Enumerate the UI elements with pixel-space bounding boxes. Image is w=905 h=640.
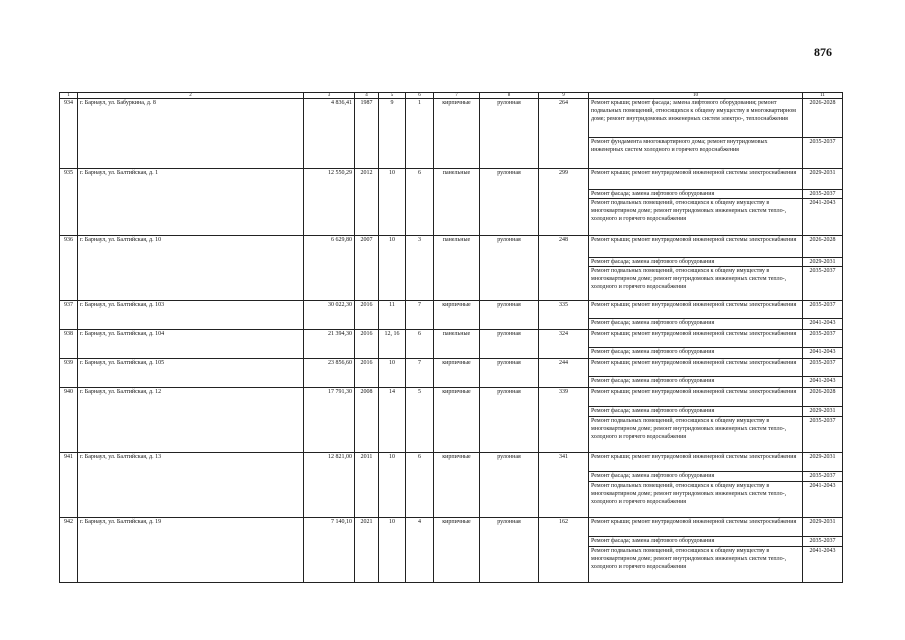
address: г. Барнаул, ул. Балтийская, д. 103 — [78, 301, 304, 330]
repair-work-description: Ремонт подвальных помещений, относящихся к общему имуществу в многоквартирном доме; ремонт внутридомовых инженерных систем тепло-, холодного и горячего водоснабжения — [591, 268, 787, 290]
roof-type: рулонная — [480, 99, 539, 169]
repair-period: 2029-2031 — [803, 407, 842, 417]
total-area: 21 394,30 — [304, 330, 355, 359]
repair-work-description: Ремонт крыши; ремонт фасада; замена лифтового оборудования; ремонт подвальных помещений, относящихся к общему имуществу в многоквартирном доме; ремонт внутридомовых инженерных систем электро-, теплоснабжения — [589, 99, 802, 138]
repair-period: 2029-2031 — [803, 169, 842, 190]
repair-work-description: Ремонт подвальных помещений, относящихся к общему имуществу в многоквартирном доме; ремонт внутридомовых инженерных систем тепло-, холодного и горячего водоснабжения — [591, 418, 787, 440]
repair-work-description: Ремонт подвальных помещений, относящихся к общему имуществу в многоквартирном доме; ремонт внутридомовых инженерных систем тепло-, холодного и горячего водоснабжения — [591, 200, 787, 222]
address: г. Барнаул, ул. Балтийская, д. 19 — [78, 518, 304, 583]
repair-works-cell — [589, 99, 803, 169]
address: г. Барнаул, ул. Балтийская, д. 12 — [78, 388, 304, 453]
residents-count: 248 — [539, 236, 589, 301]
table-row — [60, 330, 843, 359]
repair-work-description: Ремонт фасада; замена лифтового оборудования — [589, 472, 802, 482]
wall-material: панельные — [434, 169, 480, 236]
wall-material: панельные — [434, 330, 480, 359]
roof-type: рулонная — [480, 330, 539, 359]
repair-work-description: Ремонт фасада; замена лифтового оборудования — [591, 349, 715, 355]
wall-material: кирпичные — [434, 99, 480, 169]
row-number: 941 — [60, 453, 78, 518]
repair-period-cell — [803, 330, 843, 359]
repair-works-cell — [589, 388, 803, 453]
repair-period-cell — [803, 359, 843, 388]
roof-type: рулонная — [480, 236, 539, 301]
entrances-count: 5 — [406, 388, 434, 453]
repair-period: 2041-2043 — [809, 320, 836, 326]
repair-work-description: Ремонт крыши; ремонт внутридомовой инженерной системы электроснабжения — [589, 359, 802, 377]
roof-type: рулонная — [480, 453, 539, 518]
column-number: 6 — [406, 93, 434, 99]
residents-count: 339 — [539, 388, 589, 453]
repair-period: 2026-2028 — [803, 99, 842, 138]
column-number: 2 — [78, 93, 304, 99]
entrances-count: 6 — [406, 330, 434, 359]
commission-year: 2008 — [355, 388, 379, 453]
repair-work-description: Ремонт подвальных помещений, относящихся к общему имуществу в многоквартирном доме; ремонт внутридомовых инженерных систем тепло-, холодного и горячего водоснабжения — [591, 548, 787, 570]
table-row — [60, 169, 843, 236]
wall-material: кирпичные — [434, 301, 480, 330]
repair-work-description: Ремонт фасада; замена лифтового оборудования — [591, 320, 715, 326]
column-number: 7 — [434, 93, 480, 99]
repair-works-cell — [589, 236, 803, 301]
repair-period: 2041-2043 — [809, 200, 836, 206]
repair-period: 2026-2028 — [803, 388, 842, 407]
repair-period: 2035-2037 — [809, 268, 836, 274]
column-number: 5 — [379, 93, 406, 99]
wall-material: кирпичные — [434, 518, 480, 583]
repair-work-description: Ремонт крыши; ремонт внутридомовой инженерной системы электроснабжения — [589, 169, 802, 190]
commission-year: 2016 — [355, 359, 379, 388]
total-area: 17 791,30 — [304, 388, 355, 453]
repair-period: 2035-2037 — [803, 537, 842, 547]
floors-count: 10 — [379, 359, 406, 388]
column-number: 1 — [60, 93, 78, 99]
address: г. Барнаул, ул. Балтийская, д. 105 — [78, 359, 304, 388]
address: г. Барнаул, ул. Балтийская, д. 13 — [78, 453, 304, 518]
capital-repair-table — [59, 92, 843, 583]
repair-work-description: Ремонт крыши; ремонт внутридомовой инженерной системы электроснабжения — [589, 236, 802, 258]
repair-period-cell — [803, 99, 843, 169]
repair-period: 2035-2037 — [803, 359, 842, 377]
commission-year: 1987 — [355, 99, 379, 169]
roof-type: рулонная — [480, 301, 539, 330]
repair-work-description: Ремонт подвальных помещений, относящихся к общему имуществу в многоквартирном доме; ремонт внутридомовых инженерных систем тепло-, холодного и горячего водоснабжения — [591, 483, 787, 505]
repair-period: 2041-2043 — [809, 378, 836, 384]
repair-period-cell — [803, 236, 843, 301]
residents-count: 324 — [539, 330, 589, 359]
commission-year: 2012 — [355, 169, 379, 236]
entrances-count: 7 — [406, 301, 434, 330]
repair-works-cell — [589, 518, 803, 583]
residents-count: 244 — [539, 359, 589, 388]
residents-count: 341 — [539, 453, 589, 518]
commission-year: 2016 — [355, 301, 379, 330]
roof-type: рулонная — [480, 518, 539, 583]
repair-work-description: Ремонт крыши; ремонт внутридомовой инженерной системы электроснабжения — [589, 301, 802, 319]
floors-count: 11 — [379, 301, 406, 330]
floors-count: 12, 16 — [379, 330, 406, 359]
repair-period: 2026-2028 — [803, 236, 842, 258]
residents-count: 335 — [539, 301, 589, 330]
repair-works-cell — [589, 330, 803, 359]
repair-period: 2035-2037 — [803, 301, 842, 319]
repair-work-description: Ремонт крыши; ремонт внутридомовой инженерной системы электроснабжения — [589, 388, 802, 407]
column-number: 3 — [304, 93, 355, 99]
repair-work-description: Ремонт крыши; ремонт внутридомовой инженерной системы электроснабжения — [589, 518, 802, 537]
repair-work-description: Ремонт фасада; замена лифтового оборудования — [589, 258, 802, 267]
row-number: 940 — [60, 388, 78, 453]
page-number: 876 — [814, 45, 832, 59]
address: г. Барнаул, ул. Балтийская, д. 104 — [78, 330, 304, 359]
repair-period-cell — [803, 453, 843, 518]
commission-year: 2007 — [355, 236, 379, 301]
total-area: 7 140,10 — [304, 518, 355, 583]
table-row — [60, 453, 843, 518]
residents-count: 162 — [539, 518, 589, 583]
repair-period-cell — [803, 388, 843, 453]
total-area: 4 836,41 — [304, 99, 355, 169]
roof-type: рулонная — [480, 359, 539, 388]
repair-work-description: Ремонт фасада; замена лифтового оборудования — [589, 190, 802, 199]
repair-work-description: Ремонт крыши; ремонт внутридомовой инженерной системы электроснабжения — [589, 330, 802, 348]
repair-period: 2035-2037 — [803, 472, 842, 482]
repair-period-cell — [803, 518, 843, 583]
row-number: 935 — [60, 169, 78, 236]
repair-period-cell — [803, 301, 843, 330]
table-row — [60, 359, 843, 388]
entrances-count: 7 — [406, 359, 434, 388]
roof-type: рулонная — [480, 388, 539, 453]
floors-count: 10 — [379, 236, 406, 301]
entrances-count: 1 — [406, 99, 434, 169]
table-body — [60, 93, 843, 583]
repair-period: 2041-2043 — [809, 548, 836, 554]
total-area: 6 629,80 — [304, 236, 355, 301]
repair-period: 2035-2037 — [803, 190, 842, 199]
row-number: 937 — [60, 301, 78, 330]
wall-material: кирпичные — [434, 388, 480, 453]
table-row — [60, 301, 843, 330]
table-row — [60, 99, 843, 169]
total-area: 30 022,30 — [304, 301, 355, 330]
repair-works-cell — [589, 453, 803, 518]
entrances-count: 6 — [406, 169, 434, 236]
total-area: 12 821,00 — [304, 453, 355, 518]
repair-period: 2041-2043 — [809, 349, 836, 355]
repair-work-description: Ремонт фасада; замена лифтового оборудования — [589, 407, 802, 417]
repair-work-description: Ремонт фасада; замена лифтового оборудования — [591, 378, 715, 384]
floors-count: 9 — [379, 99, 406, 169]
repair-period: 2029-2031 — [803, 518, 842, 537]
floors-count: 10 — [379, 518, 406, 583]
repair-period: 2035-2037 — [809, 139, 836, 145]
address: г. Барнаул, ул. Балтийская, д. 1 — [78, 169, 304, 236]
repair-period: 2035-2037 — [803, 330, 842, 348]
row-number: 934 — [60, 99, 78, 169]
column-number: 8 — [480, 93, 539, 99]
repair-period: 2029-2031 — [803, 453, 842, 472]
table-row — [60, 388, 843, 453]
row-number: 942 — [60, 518, 78, 583]
column-number: 9 — [539, 93, 589, 99]
column-number: 4 — [355, 93, 379, 99]
roof-type: рулонная — [480, 169, 539, 236]
floors-count: 10 — [379, 453, 406, 518]
total-area: 23 856,60 — [304, 359, 355, 388]
row-number: 936 — [60, 236, 78, 301]
total-area: 12 550,29 — [304, 169, 355, 236]
repair-period: 2041-2043 — [809, 483, 836, 489]
column-number: 11 — [803, 93, 843, 99]
repair-works-cell — [589, 359, 803, 388]
entrances-count: 3 — [406, 236, 434, 301]
repair-work-description: Ремонт фасада; замена лифтового оборудования — [589, 537, 802, 547]
floors-count: 14 — [379, 388, 406, 453]
entrances-count: 4 — [406, 518, 434, 583]
table-row — [60, 236, 843, 301]
entrances-count: 6 — [406, 453, 434, 518]
commission-year: 2011 — [355, 453, 379, 518]
address: г. Барнаул, ул. Балтийская, д. 10 — [78, 236, 304, 301]
repair-period-cell — [803, 169, 843, 236]
floors-count: 10 — [379, 169, 406, 236]
repair-period: 2029-2031 — [803, 258, 842, 267]
commission-year: 2021 — [355, 518, 379, 583]
residents-count: 264 — [539, 99, 589, 169]
commission-year: 2016 — [355, 330, 379, 359]
repair-works-cell — [589, 169, 803, 236]
column-number: 10 — [589, 93, 803, 99]
wall-material: кирпичные — [434, 359, 480, 388]
table-row — [60, 518, 843, 583]
wall-material: кирпичные — [434, 453, 480, 518]
repair-works-cell — [589, 301, 803, 330]
repair-work-description: Ремонт крыши; ремонт внутридомовой инженерной системы электроснабжения — [589, 453, 802, 472]
repair-work-description: Ремонт фундамента многоквартирного дома; ремонт внутридомовых инженерных систем холодного и горячего водоснабжения — [591, 139, 768, 153]
wall-material: панельные — [434, 236, 480, 301]
address: г. Барнаул, ул. Бабуркина, д. 8 — [78, 99, 304, 169]
row-number: 939 — [60, 359, 78, 388]
residents-count: 299 — [539, 169, 589, 236]
repair-period: 2035-2037 — [809, 418, 836, 424]
row-number: 938 — [60, 330, 78, 359]
